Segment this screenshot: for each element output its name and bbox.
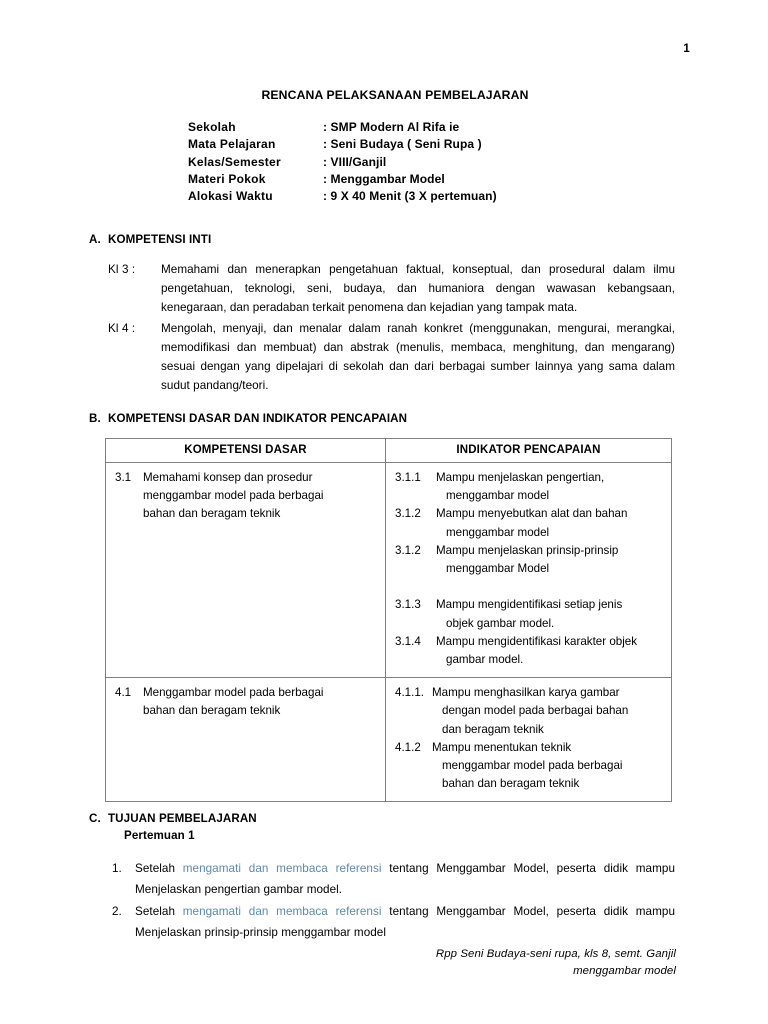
kd-line-1: Memahami konsep dan prosedur [143, 471, 313, 484]
kd-number: 3.1 [115, 471, 132, 484]
section-title: KOMPETENSI DASAR DAN INDIKATOR PENCAPAIAN [108, 412, 408, 425]
indicator-text [436, 596, 665, 632]
identity-value: : SMP Modern Al Rifa ie [323, 120, 460, 134]
text-pre: Setelah [135, 904, 183, 918]
ki-text: Memahami dan menerapkan pengetahuan faktual, konseptual, dan prosedural dalam ilmu pengetahuan, teknologi, seni, budaya, dan humaniora dengan wawasan kebangsaan, kenegaraan, dan peradaban terkait penomena dan kejadian yang tampak mata. [161, 263, 675, 315]
list-item [112, 858, 675, 901]
kompetensi-inti-item [108, 260, 675, 318]
section-title: TUJUAN PEMBELAJARAN [108, 812, 257, 825]
indicator-line-2: gambar model. [446, 653, 524, 667]
list-item-text [135, 901, 675, 944]
indicator-item [395, 542, 665, 578]
indicator-line-1: Mampu menghasilkan karya gambar [432, 686, 620, 700]
kd-content [106, 678, 385, 728]
indicator-item [395, 596, 665, 632]
identity-block [188, 119, 497, 205]
list-item-number: 2. [112, 904, 122, 918]
blank-line [395, 578, 665, 596]
column-header-kompetensi-dasar: KOMPETENSI DASAR [106, 439, 386, 463]
table-head [106, 439, 672, 463]
identity-row [188, 154, 497, 171]
kd-line-2: menggambar model pada berbagai [143, 489, 324, 503]
indicator-line-2: menggambar Model [446, 562, 550, 576]
indicator-item [395, 739, 665, 794]
indicator-line-2: objek gambar model. [446, 616, 555, 630]
list-item-text [135, 858, 675, 901]
indicator-text [436, 469, 665, 505]
indicator-text [436, 633, 665, 669]
kd-line-2: bahan dan beragam teknik [143, 704, 281, 718]
kd-number: 4.1 [115, 686, 132, 700]
indicator-line-3: dan beragam teknik [442, 722, 544, 736]
cell-indikator-1 [386, 463, 672, 678]
indicator-number: 3.1.3 [395, 598, 421, 612]
highlighted-phrase: mengamati dan membaca referensi [182, 862, 382, 875]
section-title: KOMPETENSI INTI [108, 233, 212, 246]
table-row [106, 463, 672, 678]
ki-label: Kl 4 : [108, 321, 136, 335]
ki-text: Mengolah, menyaji, dan menalar dalam ranah konkret (menggunakan, mengurai, merangkai, memodifikasi dan membuat) dan abstrak (menulis, membaca, menghitung, dan mengarang) sesuai dengan yang dipelajari di sekolah dan dari berbagai sumber lainnya yang sama dalam sudut pandang/teori. [161, 321, 675, 393]
table-body [106, 463, 672, 802]
ki-label: Kl 3 : [108, 263, 136, 276]
section-letter: B. [89, 412, 101, 425]
indicator-line-2: menggambar model [446, 525, 550, 539]
indicator-text [432, 684, 665, 739]
identity-row [188, 188, 497, 205]
highlighted-phrase: mengamati dan membaca referensi [182, 904, 382, 918]
identity-row [188, 136, 497, 153]
kd-line-1: Menggambar model pada berbagai [143, 686, 324, 700]
kompetensi-dasar-table [105, 438, 672, 802]
indicator-line-1: Mampu menjelaskan pengertian, [436, 471, 605, 484]
section-letter: C. [89, 812, 101, 825]
indicator-line-1: Mampu mengidentifikasi setiap jenis [436, 598, 623, 612]
document-title: RENCANA PELAKSANAAN PEMBELAJARAN [261, 88, 529, 102]
kd-item [115, 469, 379, 524]
identity-value: : VIII/Ganjil [323, 154, 387, 169]
list-item [112, 901, 675, 944]
kd-text [143, 469, 379, 524]
cell-kompetensi-dasar-2 [106, 678, 386, 802]
table-row [106, 678, 672, 802]
kd-content [106, 463, 385, 532]
identity-value: : 9 X 40 Menit (3 X pertemuan) [323, 189, 497, 204]
indicator-line-1: Mampu menyebutkan alat dan bahan [436, 507, 628, 521]
table-header-row [106, 439, 672, 463]
tujuan-list [112, 858, 675, 943]
indikator-content [386, 678, 671, 801]
list-item-number: 1. [112, 862, 122, 875]
indicator-number: 4.1.1. [395, 686, 425, 700]
kd-text [143, 684, 379, 720]
indicator-line-1: Mampu menentukan teknik [432, 740, 572, 754]
indicator-number: 3.1.1 [395, 471, 421, 484]
text-post: tentang Menggambar Model, peserta didik mampu Menjelaskan pengertian gambar model. [135, 862, 675, 897]
footer-line-2: menggambar model [573, 964, 676, 977]
column-header-indikator-pencapaian: INDIKATOR PENCAPAIAN [386, 439, 672, 463]
indicator-item [395, 633, 665, 669]
document-footer [0, 946, 676, 980]
indicator-text [436, 542, 665, 578]
kompetensi-inti-item [108, 319, 675, 396]
section-letter: A. [89, 233, 101, 246]
identity-label: Materi Pokok [188, 171, 266, 186]
indicator-line-2: dengan model pada berbagai bahan [442, 704, 629, 718]
indicator-number: 4.1.2 [395, 740, 421, 754]
indicator-item [395, 505, 665, 541]
cell-kompetensi-dasar-1 [106, 463, 386, 678]
identity-row [188, 119, 497, 136]
identity-label: Sekolah [188, 120, 236, 134]
identity-label: Kelas/Semester [188, 154, 281, 169]
tujuan-subtitle: Pertemuan 1 [124, 829, 195, 842]
indikator-content [386, 463, 671, 677]
indicator-number: 3.1.2 [395, 507, 421, 521]
indicator-line-2: menggambar model pada berbagai [442, 759, 623, 773]
cell-indikator-2 [386, 678, 672, 802]
indicator-line-1: Mampu mengidentifikasi karakter objek [436, 634, 638, 648]
identity-label: Mata Pelajaran [188, 137, 276, 152]
kd-item [115, 684, 379, 720]
text-pre: Setelah [135, 862, 183, 875]
indicator-line-1: Mampu menjelaskan prinsip-prinsip [436, 543, 619, 557]
indicator-line-2: menggambar model [446, 489, 550, 503]
indicator-text [432, 739, 665, 794]
page-number: 1 [683, 43, 690, 55]
identity-row [188, 171, 497, 188]
indicator-text [436, 505, 665, 541]
section-heading-kompetensi-dasar [89, 412, 407, 425]
indicator-number: 3.1.2 [395, 543, 421, 557]
kompetensi-inti-block [108, 260, 675, 396]
identity-value: : Seni Budaya ( Seni Rupa ) [323, 137, 482, 152]
section-heading-tujuan-pembelajaran [89, 812, 257, 825]
text-post: tentang Menggambar Model, peserta didik mampu Menjelaskan prinsip-prinsip menggambar model [135, 904, 675, 939]
identity-value: : Menggambar Model [323, 171, 445, 186]
identity-label: Alokasi Waktu [188, 189, 273, 204]
section-heading-kompetensi-inti [89, 233, 211, 246]
indicator-number: 3.1.4 [395, 634, 421, 648]
indicator-item [395, 684, 665, 739]
indicator-item [395, 469, 665, 505]
indicator-line-3: bahan dan beragam teknik [442, 777, 580, 791]
kd-line-3: bahan dan beragam teknik [143, 507, 281, 521]
footer-line-1: Rpp Seni Budaya-seni rupa, kls 8, semt. Ganjil [435, 948, 676, 960]
